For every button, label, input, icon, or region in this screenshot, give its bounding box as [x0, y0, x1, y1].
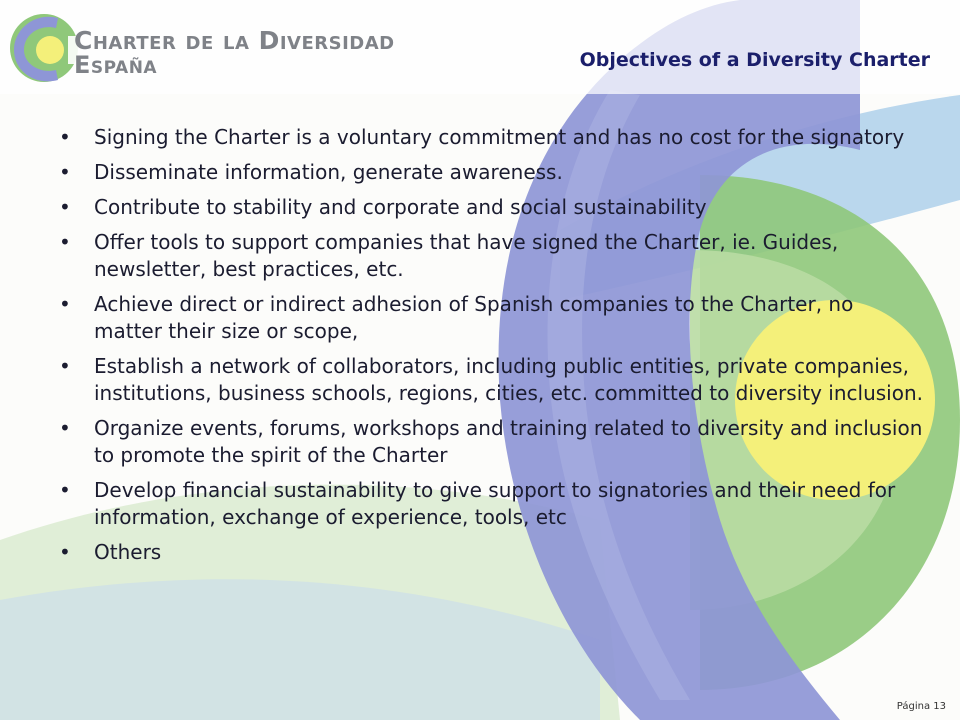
bullet-item: [56, 415, 926, 469]
bullet-text: Organize events, forums, workshops and training related to diversity and inclusion to promote the spirit of the Charter: [94, 416, 923, 467]
bullet-item: [56, 229, 926, 283]
bullet-symbol: •: [59, 540, 71, 564]
bullet-item: [56, 291, 926, 345]
bullet-text: Contribute to stability and corporate and social sustainability: [94, 195, 707, 219]
logo-text-line1: Charter de la Diversidad: [74, 26, 395, 55]
bullet-item: [56, 124, 926, 151]
charter-logo: [6, 10, 395, 86]
bullet-symbol: •: [59, 230, 71, 254]
page-number: Página 13: [896, 701, 946, 712]
bullet-text: Disseminate information, generate awareness.: [94, 160, 563, 184]
bullet-text: Others: [94, 540, 162, 564]
logo-text-line2: España: [74, 51, 158, 79]
bullet-list: [56, 124, 926, 574]
bullet-symbol: •: [59, 354, 71, 378]
bullet-text: Signing the Charter is a voluntary commitment and has no cost for the signatory: [94, 125, 905, 149]
bullet-symbol: •: [59, 292, 71, 316]
slide-title: Objectives of a Diversity Charter: [579, 49, 930, 71]
bullet-item: [56, 539, 926, 566]
bullet-item: [56, 477, 926, 531]
bullet-item: [56, 159, 926, 186]
bullet-item: [56, 194, 926, 221]
bullet-symbol: •: [59, 195, 71, 219]
bullet-symbol: •: [59, 416, 71, 440]
bullet-symbol: •: [59, 160, 71, 184]
bullet-text: Achieve direct or indirect adhesion of Spanish companies to the Charter, no matter their size or scope,: [94, 292, 854, 343]
bullet-symbol: •: [59, 125, 71, 149]
bullet-text: Establish a network of collaborators, including public entities, private companies, institutions, business schools, regions, cities, etc. committed to diversity inclusion.: [94, 354, 923, 405]
bullet-symbol: •: [59, 478, 71, 502]
bullet-text: Offer tools to support companies that have signed the Charter, ie. Guides, newsletter, best practices, etc.: [94, 230, 839, 281]
bullet-text: Develop financial sustainability to give support to signatories and their need for information, exchange of experience, tools, etc: [94, 478, 896, 529]
charter-logo-icon: [6, 10, 82, 86]
bullet-item: [56, 353, 926, 407]
